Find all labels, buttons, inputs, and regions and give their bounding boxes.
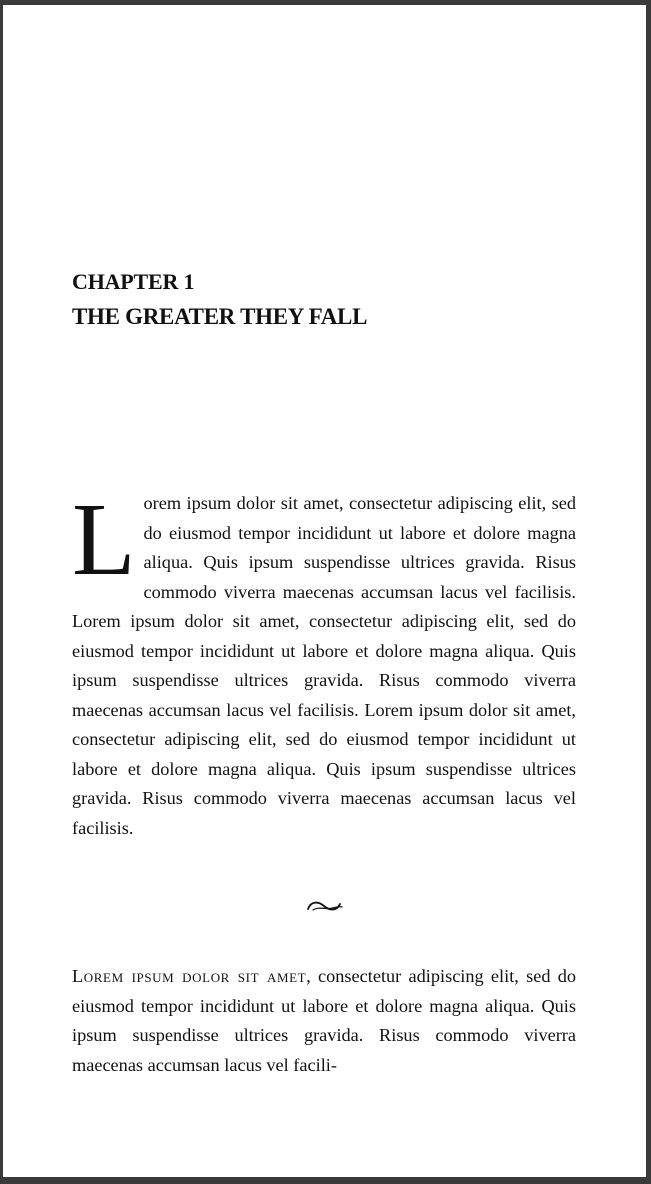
swash-ornament-icon (305, 898, 345, 914)
chapter-header (72, 267, 367, 334)
chapter-title: THE GREATER THEY FALL (72, 304, 368, 329)
paragraph-1 (72, 482, 576, 843)
paragraph-2 (72, 962, 576, 1080)
paragraph-2-lead-in: Lorem ipsum dolor sit amet (72, 966, 307, 986)
section-break-ornament (3, 898, 646, 919)
paragraph-1-text: orem ipsum dolor sit amet, consectetur adipiscing elit, sed do eiusmod tempor incididunt ut labore et dolore magna aliqua. Quis ipsum suspendisse ultrices gravida. Risus commodo viverra maecenas accumsan lacus vel facilisis. Lorem ipsum dolor sit amet, consectetur adipiscing elit, sed do eiusmod tempor incididunt ut labore et dolore magna aliqua. Quis ipsum suspendisse ultrices gravida. Risus commodo viverra maecenas accumsan lacus vel facilisis. Lorem ipsum dolor sit amet, consectetur adipiscing elit, sed do eiusmod tempor incididunt ut labore et dolore magna aliqua. Quis ipsum suspendisse ultrices gravida. Risus commodo viverra maecenas accumsan lacus vel facilisis. (72, 493, 576, 838)
chapter-number: CHAPTER 1 (72, 269, 195, 294)
book-page (3, 5, 646, 1177)
paragraph-2-text: , consectetur adipiscing elit, sed do eiusmod tempor incididunt ut labore et dolore magna aliqua. Quis ipsum suspendisse ultrices gravida. Risus commodo viverra maecenas accumsan lacus vel facili- (72, 966, 577, 1075)
drop-cap: L (72, 482, 136, 597)
